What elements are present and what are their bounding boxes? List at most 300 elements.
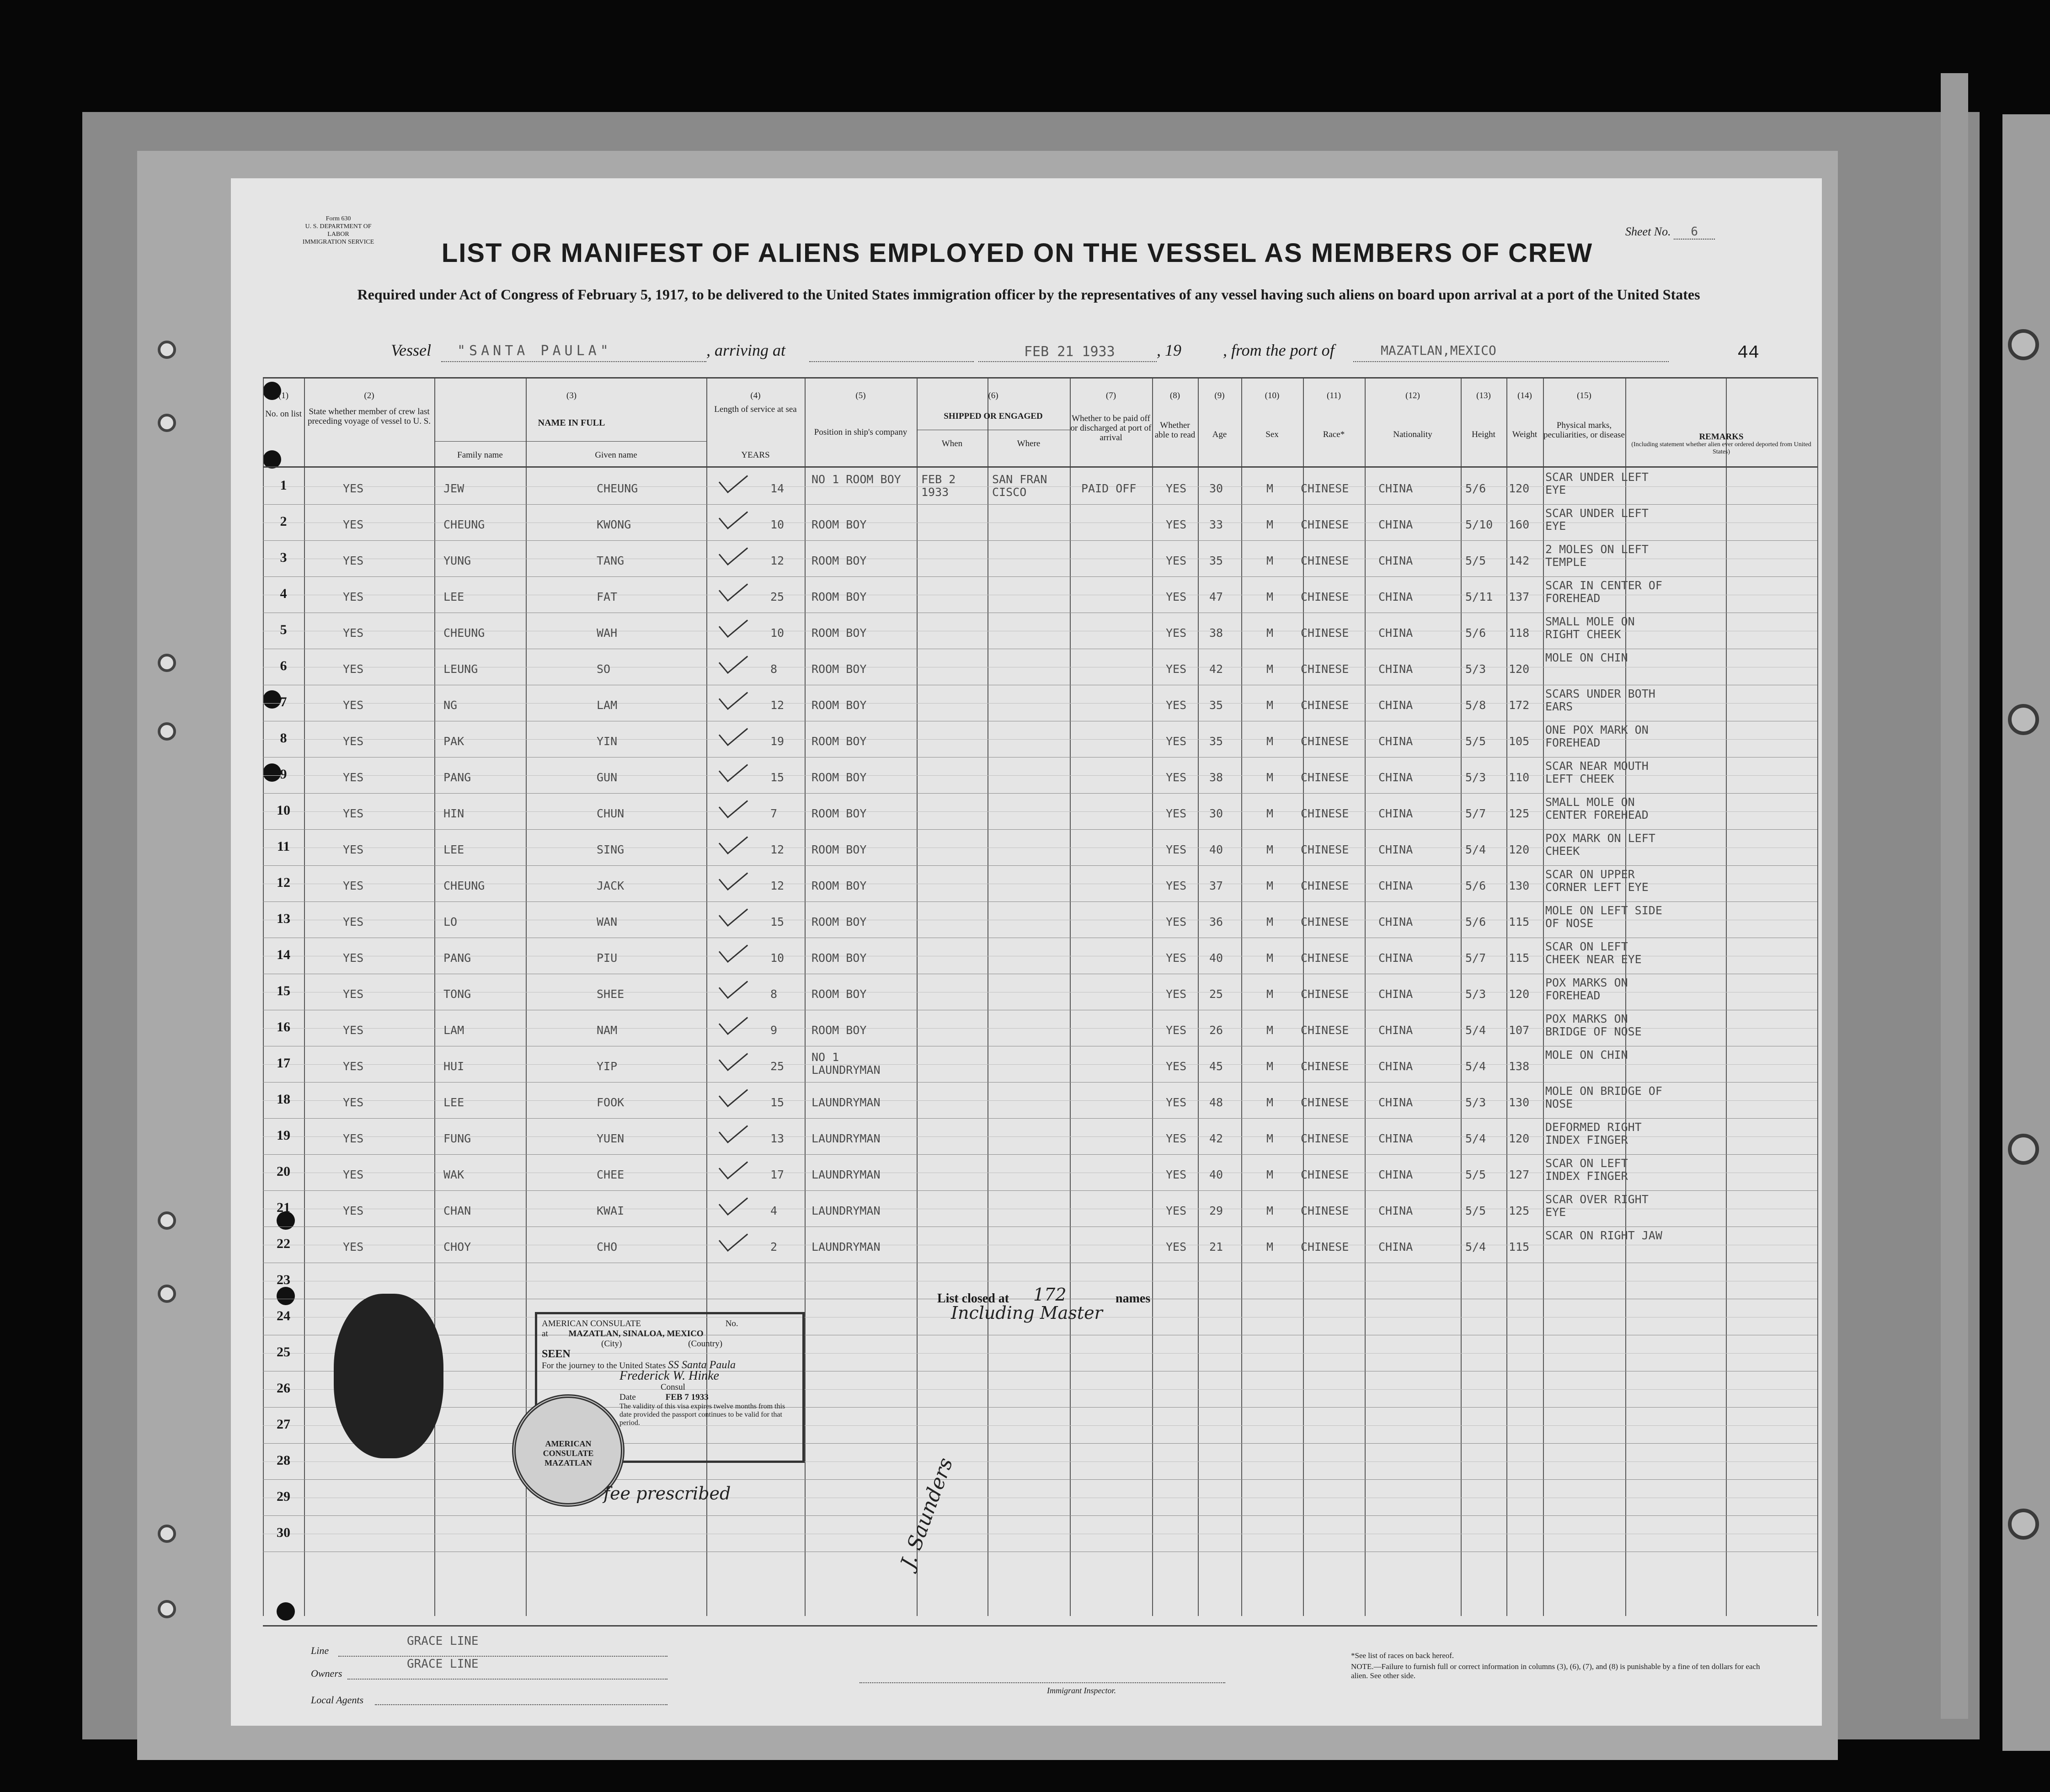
cell-able-to-read: YES	[1166, 554, 1187, 567]
cell-family-name: TONG	[443, 987, 471, 1001]
cell-sex: M	[1266, 843, 1274, 856]
cell-race: CHINESE	[1301, 1204, 1349, 1217]
cell-able-to-read: YES	[1166, 771, 1187, 784]
cell-able-to-read: YES	[1166, 518, 1187, 531]
cell-sex: M	[1266, 879, 1274, 892]
cell-age: 42	[1209, 662, 1223, 676]
inspector-label: Immigrant Inspector.	[1047, 1686, 1116, 1695]
cell-weight: 138	[1509, 1060, 1530, 1073]
cell-able-to-read: YES	[1166, 735, 1187, 748]
cell-height: 5/4	[1465, 843, 1486, 856]
cell-family-name: LAM	[443, 1024, 464, 1037]
column-number: (15)	[1577, 391, 1591, 400]
column-number: (14)	[1517, 391, 1532, 400]
cell-age: 40	[1209, 951, 1223, 965]
table-row	[263, 938, 1817, 974]
cell-sex: M	[1266, 1060, 1274, 1073]
table-row	[263, 613, 1817, 649]
row-number: 12	[277, 875, 290, 890]
checkmark-icon	[719, 1188, 748, 1216]
cell-position: ROOM BOY	[811, 518, 867, 531]
cell-family-name: YUNG	[443, 554, 471, 567]
cell-given-name: KWAI	[597, 1204, 625, 1217]
cell-previous-voyage: YES	[343, 590, 364, 603]
cell-weight: 160	[1509, 518, 1530, 531]
cell-height: 5/3	[1465, 662, 1486, 676]
footnote-races: *See list of races on back hereof.	[1351, 1651, 1454, 1660]
header-family-name: Family name	[457, 450, 503, 460]
cell-able-to-read: YES	[1166, 482, 1187, 495]
punch-hole-icon	[158, 341, 176, 359]
cell-shipped-where: SAN FRAN CISCO	[992, 473, 1047, 499]
header-remarks-note: (Including statement whether alien ever ordered deported from United States)	[1631, 441, 1811, 455]
header-name-in-full: NAME IN FULL	[538, 418, 605, 428]
cell-physical-marks: SCAR OVER RIGHT EYE	[1545, 1193, 1649, 1219]
checkmark-icon	[719, 574, 748, 602]
cell-position: ROOM BOY	[811, 843, 867, 856]
cell-family-name: LEE	[443, 590, 464, 603]
punch-hole-icon	[158, 654, 176, 672]
row-number: 18	[277, 1092, 290, 1107]
cell-height: 5/6	[1465, 626, 1486, 640]
cell-age: 47	[1209, 590, 1223, 603]
cell-height: 5/3	[1465, 1096, 1486, 1109]
binder-edge	[1941, 73, 1968, 1719]
cell-length-service: 15	[770, 915, 785, 928]
cell-family-name: JEW	[443, 482, 464, 495]
cell-family-name: CHEUNG	[443, 518, 485, 531]
cell-age: 21	[1209, 1240, 1223, 1253]
cell-height: 5/10	[1465, 518, 1493, 531]
cell-height: 5/7	[1465, 951, 1486, 965]
cell-physical-marks: SMALL MOLE ON CENTER FOREHEAD	[1545, 795, 1649, 821]
from-port-label: , from the port of	[1223, 341, 1335, 359]
cell-length-service: 19	[770, 735, 785, 748]
table-row	[263, 1191, 1817, 1227]
cell-able-to-read: YES	[1166, 662, 1187, 676]
cell-able-to-read: YES	[1166, 1168, 1187, 1181]
cell-race: CHINESE	[1301, 1060, 1349, 1073]
year-label: , 19	[1157, 341, 1181, 359]
cell-given-name: SHEE	[597, 987, 625, 1001]
cell-weight: 125	[1509, 807, 1530, 820]
column-number: (10)	[1265, 391, 1280, 400]
line-label: Line	[311, 1645, 329, 1656]
cell-sex: M	[1266, 1168, 1274, 1181]
checkmark-icon	[719, 899, 748, 927]
column-number: (12)	[1405, 391, 1420, 400]
table-row	[263, 1010, 1817, 1046]
header-shipped-engaged: SHIPPED OR ENGAGED	[944, 411, 1043, 421]
cell-weight: 137	[1509, 590, 1530, 603]
cell-sex: M	[1266, 807, 1274, 820]
table-row	[263, 1046, 1817, 1083]
cell-nationality: CHINA	[1378, 987, 1413, 1001]
cell-able-to-read: YES	[1166, 1096, 1187, 1109]
row-number: 27	[277, 1417, 290, 1432]
cell-length-service: 7	[770, 807, 778, 820]
table-row	[263, 1335, 1817, 1371]
cell-height: 5/3	[1465, 771, 1486, 784]
cell-given-name: TANG	[597, 554, 625, 567]
table-row	[263, 866, 1817, 902]
row-number: 9	[280, 767, 287, 782]
cell-able-to-read: YES	[1166, 1060, 1187, 1073]
table-row	[263, 1480, 1817, 1516]
cell-given-name: CHEE	[597, 1168, 625, 1181]
row-number: 4	[280, 586, 287, 601]
cell-position: LAUNDRYMAN	[811, 1168, 881, 1181]
cell-able-to-read: YES	[1166, 1240, 1187, 1253]
cell-physical-marks: MOLE ON CHIN	[1545, 1048, 1628, 1061]
cell-nationality: CHINA	[1378, 1096, 1413, 1109]
cell-position: LAUNDRYMAN	[811, 1132, 881, 1145]
row-number: 10	[277, 803, 290, 818]
cell-given-name: FOOK	[597, 1096, 625, 1109]
cell-race: CHINESE	[1301, 915, 1349, 928]
checkmark-icon	[719, 935, 748, 963]
cell-physical-marks: SCAR IN CENTER OF FOREHEAD	[1545, 579, 1662, 605]
table-row	[263, 1083, 1817, 1119]
cell-physical-marks: SMALL MOLE ON RIGHT CHEEK	[1545, 615, 1635, 641]
cell-race: CHINESE	[1301, 518, 1349, 531]
header-able-to-read: Whether able to read	[1154, 421, 1196, 440]
cell-age: 38	[1209, 771, 1223, 784]
cell-given-name: JACK	[597, 879, 625, 892]
cell-previous-voyage: YES	[343, 915, 364, 928]
ring-icon	[2008, 1134, 2039, 1165]
cell-weight: 120	[1509, 1132, 1530, 1145]
header-given-name: Given name	[595, 450, 637, 460]
cell-position: ROOM BOY	[811, 1024, 867, 1037]
cell-height: 5/6	[1465, 482, 1486, 495]
service: IMMIGRATION SERVICE	[302, 239, 374, 245]
cell-height: 5/6	[1465, 879, 1486, 892]
table-row	[263, 1371, 1817, 1408]
cell-sex: M	[1266, 1132, 1274, 1145]
cell-race: CHINESE	[1301, 590, 1349, 603]
checkmark-icon	[719, 501, 748, 529]
table-row	[263, 1444, 1817, 1480]
ring-icon	[2008, 329, 2039, 360]
table-row	[263, 974, 1817, 1010]
cell-sex: M	[1266, 771, 1274, 784]
row-number: 14	[277, 947, 290, 962]
cell-able-to-read: YES	[1166, 590, 1187, 603]
cell-weight: 115	[1509, 951, 1530, 965]
cell-weight: 120	[1509, 987, 1530, 1001]
table-row	[263, 541, 1817, 577]
cell-position: ROOM BOY	[811, 699, 867, 712]
cell-height: 5/4	[1465, 1132, 1486, 1145]
cell-family-name: CHEUNG	[443, 626, 485, 640]
cell-race: CHINESE	[1301, 482, 1349, 495]
header-position: Position in ship's company	[814, 427, 908, 437]
cell-position: ROOM BOY	[811, 626, 867, 640]
cell-height: 5/4	[1465, 1060, 1486, 1073]
cell-family-name: PAK	[443, 735, 464, 748]
cell-shipped-when: FEB 2 1933	[921, 473, 956, 499]
cell-nationality: CHINA	[1378, 518, 1413, 531]
header-height: Height	[1472, 430, 1495, 439]
cell-physical-marks: SCAR UNDER LEFT EYE	[1545, 507, 1649, 533]
cell-previous-voyage: YES	[343, 987, 364, 1001]
cell-length-service: 12	[770, 843, 785, 856]
cell-able-to-read: YES	[1166, 915, 1187, 928]
cell-weight: 142	[1509, 554, 1530, 567]
cell-age: 33	[1209, 518, 1223, 531]
cell-nationality: CHINA	[1378, 1060, 1413, 1073]
cell-length-service: 14	[770, 482, 785, 495]
cell-given-name: NAM	[597, 1024, 618, 1037]
header-sex: Sex	[1265, 430, 1279, 439]
checkmark-icon	[719, 971, 748, 999]
cell-weight: 127	[1509, 1168, 1530, 1181]
cell-length-service: 13	[770, 1132, 785, 1145]
cell-able-to-read: YES	[1166, 843, 1187, 856]
cell-race: CHINESE	[1301, 1132, 1349, 1145]
punch-hole-icon	[158, 1211, 176, 1230]
row-number: 11	[277, 839, 290, 854]
column-number: (11)	[1327, 391, 1341, 400]
cell-nationality: CHINA	[1378, 1168, 1413, 1181]
cell-position: ROOM BOY	[811, 771, 867, 784]
cell-position: LAUNDRYMAN	[811, 1240, 881, 1253]
cell-age: 37	[1209, 879, 1223, 892]
cell-nationality: CHINA	[1378, 662, 1413, 676]
row-number: 5	[280, 622, 287, 637]
cell-length-service: 10	[770, 518, 785, 531]
column-number: (1)	[278, 391, 289, 400]
cell-paid-off: PAID OFF	[1081, 482, 1137, 495]
header-where: Where	[1017, 439, 1041, 448]
department: U. S. DEPARTMENT OF LABOR	[305, 223, 372, 238]
header-age: Age	[1212, 430, 1227, 439]
checkmark-icon	[719, 646, 748, 674]
cell-weight: 120	[1509, 482, 1530, 495]
header-race: Race*	[1323, 430, 1345, 439]
cell-length-service: 8	[770, 987, 778, 1001]
row-number: 26	[277, 1381, 290, 1396]
port-of-departure: MAZATLAN,MEXICO	[1381, 343, 1496, 358]
cell-physical-marks: MOLE ON LEFT SIDE OF NOSE	[1545, 904, 1662, 930]
cell-previous-voyage: YES	[343, 1060, 364, 1073]
column-rule	[1817, 377, 1818, 1616]
inspector-initials: J. Saunders	[896, 1455, 958, 1572]
cell-given-name: GUN	[597, 771, 618, 784]
cell-previous-voyage: YES	[343, 1240, 364, 1253]
row-number: 25	[277, 1344, 290, 1360]
cell-nationality: CHINA	[1378, 482, 1413, 495]
cell-race: CHINESE	[1301, 1096, 1349, 1109]
cell-weight: 130	[1509, 879, 1530, 892]
column-number: (9)	[1214, 391, 1225, 400]
cell-able-to-read: YES	[1166, 699, 1187, 712]
cell-family-name: CHAN	[443, 1204, 471, 1217]
cell-physical-marks: SCAR ON LEFT CHEEK NEAR EYE	[1545, 940, 1642, 966]
cell-previous-voyage: YES	[343, 1132, 364, 1145]
cell-age: 35	[1209, 699, 1223, 712]
cell-sex: M	[1266, 1204, 1274, 1217]
cell-length-service: 15	[770, 771, 785, 784]
cell-length-service: 2	[770, 1240, 778, 1253]
cell-physical-marks: ONE POX MARK ON FOREHEAD	[1545, 723, 1649, 749]
cell-given-name: PIU	[597, 951, 618, 965]
row-number: 24	[277, 1308, 290, 1323]
sheet-number-value: 6	[1674, 225, 1715, 240]
cell-weight: 110	[1509, 771, 1530, 784]
cell-family-name: CHEUNG	[443, 879, 485, 892]
row-number: 1	[280, 478, 287, 493]
cell-age: 36	[1209, 915, 1223, 928]
row-number: 6	[280, 658, 287, 673]
cell-race: CHINESE	[1301, 699, 1349, 712]
cell-length-service: 4	[770, 1204, 778, 1217]
cell-race: CHINESE	[1301, 771, 1349, 784]
cell-sex: M	[1266, 482, 1274, 495]
row-number: 29	[277, 1489, 290, 1504]
cell-nationality: CHINA	[1378, 771, 1413, 784]
ring-icon	[2008, 704, 2039, 735]
cell-race: CHINESE	[1301, 807, 1349, 820]
row-number: 3	[280, 550, 287, 565]
cell-given-name: CHEUNG	[597, 482, 638, 495]
cell-given-name: KWONG	[597, 518, 631, 531]
checkmark-icon	[719, 1152, 748, 1179]
cell-nationality: CHINA	[1378, 915, 1413, 928]
cell-sex: M	[1266, 987, 1274, 1001]
cell-family-name: WAK	[443, 1168, 464, 1181]
cell-family-name: CHOY	[443, 1240, 471, 1253]
cell-family-name: PANG	[443, 951, 471, 965]
cell-race: CHINESE	[1301, 1024, 1349, 1037]
cell-position: ROOM BOY	[811, 879, 867, 892]
cell-previous-voyage: YES	[343, 1024, 364, 1037]
cell-sex: M	[1266, 518, 1274, 531]
cell-height: 5/6	[1465, 915, 1486, 928]
arriving-label: , arriving at	[706, 341, 786, 359]
cell-height: 5/5	[1465, 1168, 1486, 1181]
table-row	[263, 1119, 1817, 1155]
cell-weight: 107	[1509, 1024, 1530, 1037]
cell-given-name: CHO	[597, 1240, 618, 1253]
punch-hole-icon	[158, 414, 176, 432]
row-number: 8	[280, 731, 287, 746]
cell-nationality: CHINA	[1378, 1204, 1413, 1217]
checkmark-icon	[719, 1043, 748, 1071]
cell-length-service: 12	[770, 699, 785, 712]
cell-previous-voyage: YES	[343, 482, 364, 495]
cell-able-to-read: YES	[1166, 1132, 1187, 1145]
header-years: YEARS	[741, 450, 770, 460]
checkmark-icon	[719, 1079, 748, 1107]
cell-length-service: 25	[770, 590, 785, 603]
table-row	[263, 902, 1817, 938]
cell-family-name: HIN	[443, 807, 464, 820]
cell-given-name: WAH	[597, 626, 618, 640]
table-row	[263, 721, 1817, 757]
vessel-name: "SANTA PAULA"	[457, 343, 612, 359]
cell-able-to-read: YES	[1166, 1024, 1187, 1037]
cell-previous-voyage: YES	[343, 1204, 364, 1217]
cell-physical-marks: SCAR ON RIGHT JAW	[1545, 1229, 1662, 1242]
header-paid-off: Whether to be paid off or discharged at port of arrival	[1070, 414, 1152, 443]
wax-seal-icon	[334, 1294, 443, 1458]
cell-position: ROOM BOY	[811, 735, 867, 748]
cell-physical-marks: POX MARKS ON FOREHEAD	[1545, 976, 1628, 1002]
cell-race: CHINESE	[1301, 843, 1349, 856]
cell-physical-marks: POX MARK ON LEFT CHEEK	[1545, 832, 1655, 858]
column-number: (5)	[855, 391, 866, 400]
cell-position: NO 1 LAUNDRYMAN	[811, 1051, 881, 1077]
cell-nationality: CHINA	[1378, 699, 1413, 712]
cell-height: 5/5	[1465, 1204, 1486, 1217]
cell-sex: M	[1266, 626, 1274, 640]
page-title: LIST OR MANIFEST OF ALIENS EMPLOYED ON THE VESSEL AS MEMBERS OF CREW	[441, 238, 1593, 268]
cell-weight: 105	[1509, 735, 1530, 748]
table-row	[263, 1516, 1817, 1552]
cell-physical-marks: MOLE ON BRIDGE OF NOSE	[1545, 1084, 1662, 1110]
header-physical-marks: Physical marks, peculiarities, or disease	[1543, 421, 1625, 440]
table-row	[263, 577, 1817, 613]
header-when: When	[941, 439, 963, 448]
crew-table	[263, 377, 1817, 1616]
column-number: (6)	[988, 391, 998, 400]
checkmark-icon	[719, 1224, 748, 1252]
cell-weight: 115	[1509, 1240, 1530, 1253]
cell-able-to-read: YES	[1166, 1204, 1187, 1217]
row-number: 23	[277, 1272, 290, 1287]
header-no-on-list: No. on list	[265, 409, 302, 419]
checkmark-icon	[719, 863, 748, 891]
line-value: GRACE LINE	[407, 1634, 479, 1648]
cell-height: 5/5	[1465, 554, 1486, 567]
cell-able-to-read: YES	[1166, 879, 1187, 892]
cell-previous-voyage: YES	[343, 1096, 364, 1109]
row-number: 22	[277, 1236, 290, 1251]
cell-height: 5/7	[1465, 807, 1486, 820]
cell-previous-voyage: YES	[343, 771, 364, 784]
cell-previous-voyage: YES	[343, 518, 364, 531]
row-number: 2	[280, 514, 287, 529]
cell-position: NO 1 ROOM BOY	[811, 473, 901, 486]
cell-nationality: CHINA	[1378, 951, 1413, 965]
cell-given-name: CHUN	[597, 807, 625, 820]
cell-physical-marks: SCAR UNDER LEFT EYE	[1545, 470, 1649, 496]
cell-physical-marks: SCAR ON UPPER CORNER LEFT EYE	[1545, 868, 1649, 894]
row-number: 20	[277, 1164, 290, 1179]
owners-label: Owners	[311, 1668, 342, 1679]
cell-able-to-read: YES	[1166, 987, 1187, 1001]
cell-previous-voyage: YES	[343, 662, 364, 676]
column-number: (7)	[1105, 391, 1116, 400]
cell-family-name: HUI	[443, 1060, 464, 1073]
cell-age: 40	[1209, 843, 1223, 856]
cell-given-name: LAM	[597, 699, 618, 712]
table-row	[263, 649, 1817, 685]
table-row	[263, 757, 1817, 794]
cell-length-service: 10	[770, 626, 785, 640]
cell-weight: 125	[1509, 1204, 1530, 1217]
header-length-service: Length of service at sea	[714, 405, 797, 414]
cell-age: 40	[1209, 1168, 1223, 1181]
header-nationality: Nationality	[1393, 430, 1432, 439]
checkmark-icon	[719, 790, 748, 818]
cell-length-service: 17	[770, 1168, 785, 1181]
row-number: 19	[277, 1128, 290, 1143]
cell-nationality: CHINA	[1378, 1132, 1413, 1145]
checkmark-icon	[719, 827, 748, 854]
